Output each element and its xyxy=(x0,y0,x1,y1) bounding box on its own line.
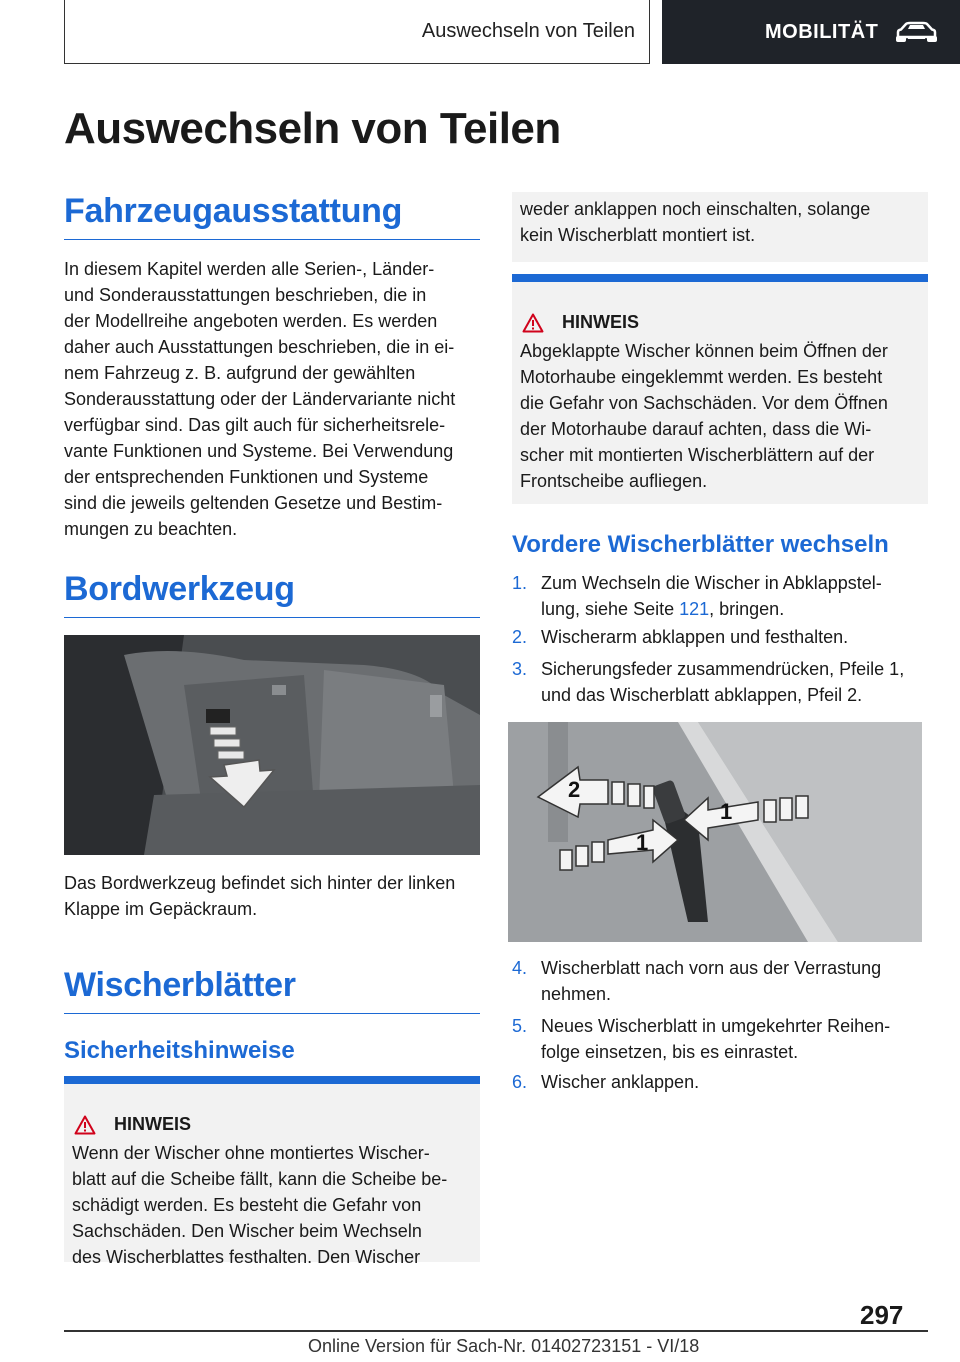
hinweis-text-2: Abgeklappte Wischer können beim Öffnen der Motorhaube eingeklemmt werden. Es besteht die Gefahr von Sachschäden. Vor dem Öffnen der Motorhaube darauf achten, dass die Wi- scher mit montierten Wischerblättern auf der Frontscheibe aufliegen. xyxy=(520,341,888,491)
hinweis-header-1: HINWEIS xyxy=(74,1114,191,1135)
car-icon xyxy=(894,21,938,43)
heading-bordwerkzeug: Bordwerkzeug xyxy=(64,570,480,618)
hinweis-box-1 xyxy=(64,1076,480,1267)
hinweis-box-2 xyxy=(512,274,928,504)
heading-wischerblaetter: Wischerblätter xyxy=(64,966,480,1014)
step-2: 2. Wischerarm abklappen und festhalten. xyxy=(512,627,849,647)
trunk-tool-photo xyxy=(64,635,480,855)
hinweis-box-1-continued: weder anklappen noch einschalten, solange kein Wischerblatt montiert ist. xyxy=(512,192,928,262)
fahrzeug-paragraph: In diesem Kapitel werden alle Serien-, Länder- und Sonderausstattungen beschrieben, die in der Modellreihe angeboten werden. Es werden daher auch Ausstattungen beschrieben, die in ei- nem Fahrzeug z. B. aufgrund der gewählten Sonderausstattung oder der Ländervariante nicht verfügbar sind. Das gilt auch für sicherheitsrele- vante Funktionen und Systeme. Bei Verwendung der entsprechenden Funktionen und Systeme sind die jeweils geltenden Gesetze und Bestim- mungen zu beachten. xyxy=(64,259,456,539)
footer-divider xyxy=(64,1330,928,1332)
section-title: Auswechseln von Teilen xyxy=(421,20,635,42)
figure-label-2: 2 xyxy=(568,777,581,802)
running-header-section xyxy=(64,0,650,64)
page-number: 297 xyxy=(860,1300,904,1330)
warning-icon xyxy=(522,313,544,333)
step-6: 6. Wischer anklappen. xyxy=(512,1072,700,1092)
warning-icon xyxy=(74,1115,96,1135)
hinweis-text-1: Wenn der Wischer ohne montiertes Wischer- blatt auf die Scheibe fällt, kann die Scheibe be- schädigt werden. Es besteht die Gefahr von Sachschäden. Den Wischer beim Wechseln des Wischerblattes festhalten. Den Wischer xyxy=(72,1143,448,1267)
footer-text: Online Version für Sach-Nr. 01402723151 - VI/18 xyxy=(308,1336,700,1356)
hinweis-header-2: HINWEIS xyxy=(522,312,639,333)
step-3: 3. Sicherungsfeder zusammendrücken, Pfeile 1, und das Wischerblatt abklappen, Pfeil 2. xyxy=(512,659,905,705)
wiper-illustration xyxy=(508,722,922,942)
heading-fahrzeugausstattung: Fahrzeugausstattung xyxy=(64,192,480,240)
heading-vordere-wischerblaetter: Vordere Wischerblätter wechseln xyxy=(512,531,889,558)
step-4: 4. Wischerblatt nach vorn aus der Verrastung nehmen. xyxy=(512,958,882,1004)
page-title: Auswechseln von Teilen xyxy=(64,104,561,153)
chapter-title: MOBILITÄT xyxy=(765,20,879,43)
trunk-illustration xyxy=(64,635,480,855)
heading-sicherheitshinweise: Sicherheitshinweise xyxy=(64,1037,295,1064)
wiper-figure xyxy=(508,722,922,942)
step-1: 1. Zum Wechseln die Wischer in Abklappstel- lung, siehe Seite 121, bringen. xyxy=(512,573,882,619)
bordwerkzeug-caption: Das Bordwerkzeug befindet sich hinter der linken Klappe im Gepäckraum. xyxy=(64,873,456,919)
page-link-121[interactable]: 121 xyxy=(679,599,710,619)
step-5: 5. Neues Wischerblatt in umgekehrter Reihen- folge einsetzen, bis es einrastet. xyxy=(512,1016,891,1062)
chapter-tab[interactable] xyxy=(662,0,960,64)
figure-label-1b: 1 xyxy=(720,799,733,824)
figure-label-1a: 1 xyxy=(636,830,649,855)
